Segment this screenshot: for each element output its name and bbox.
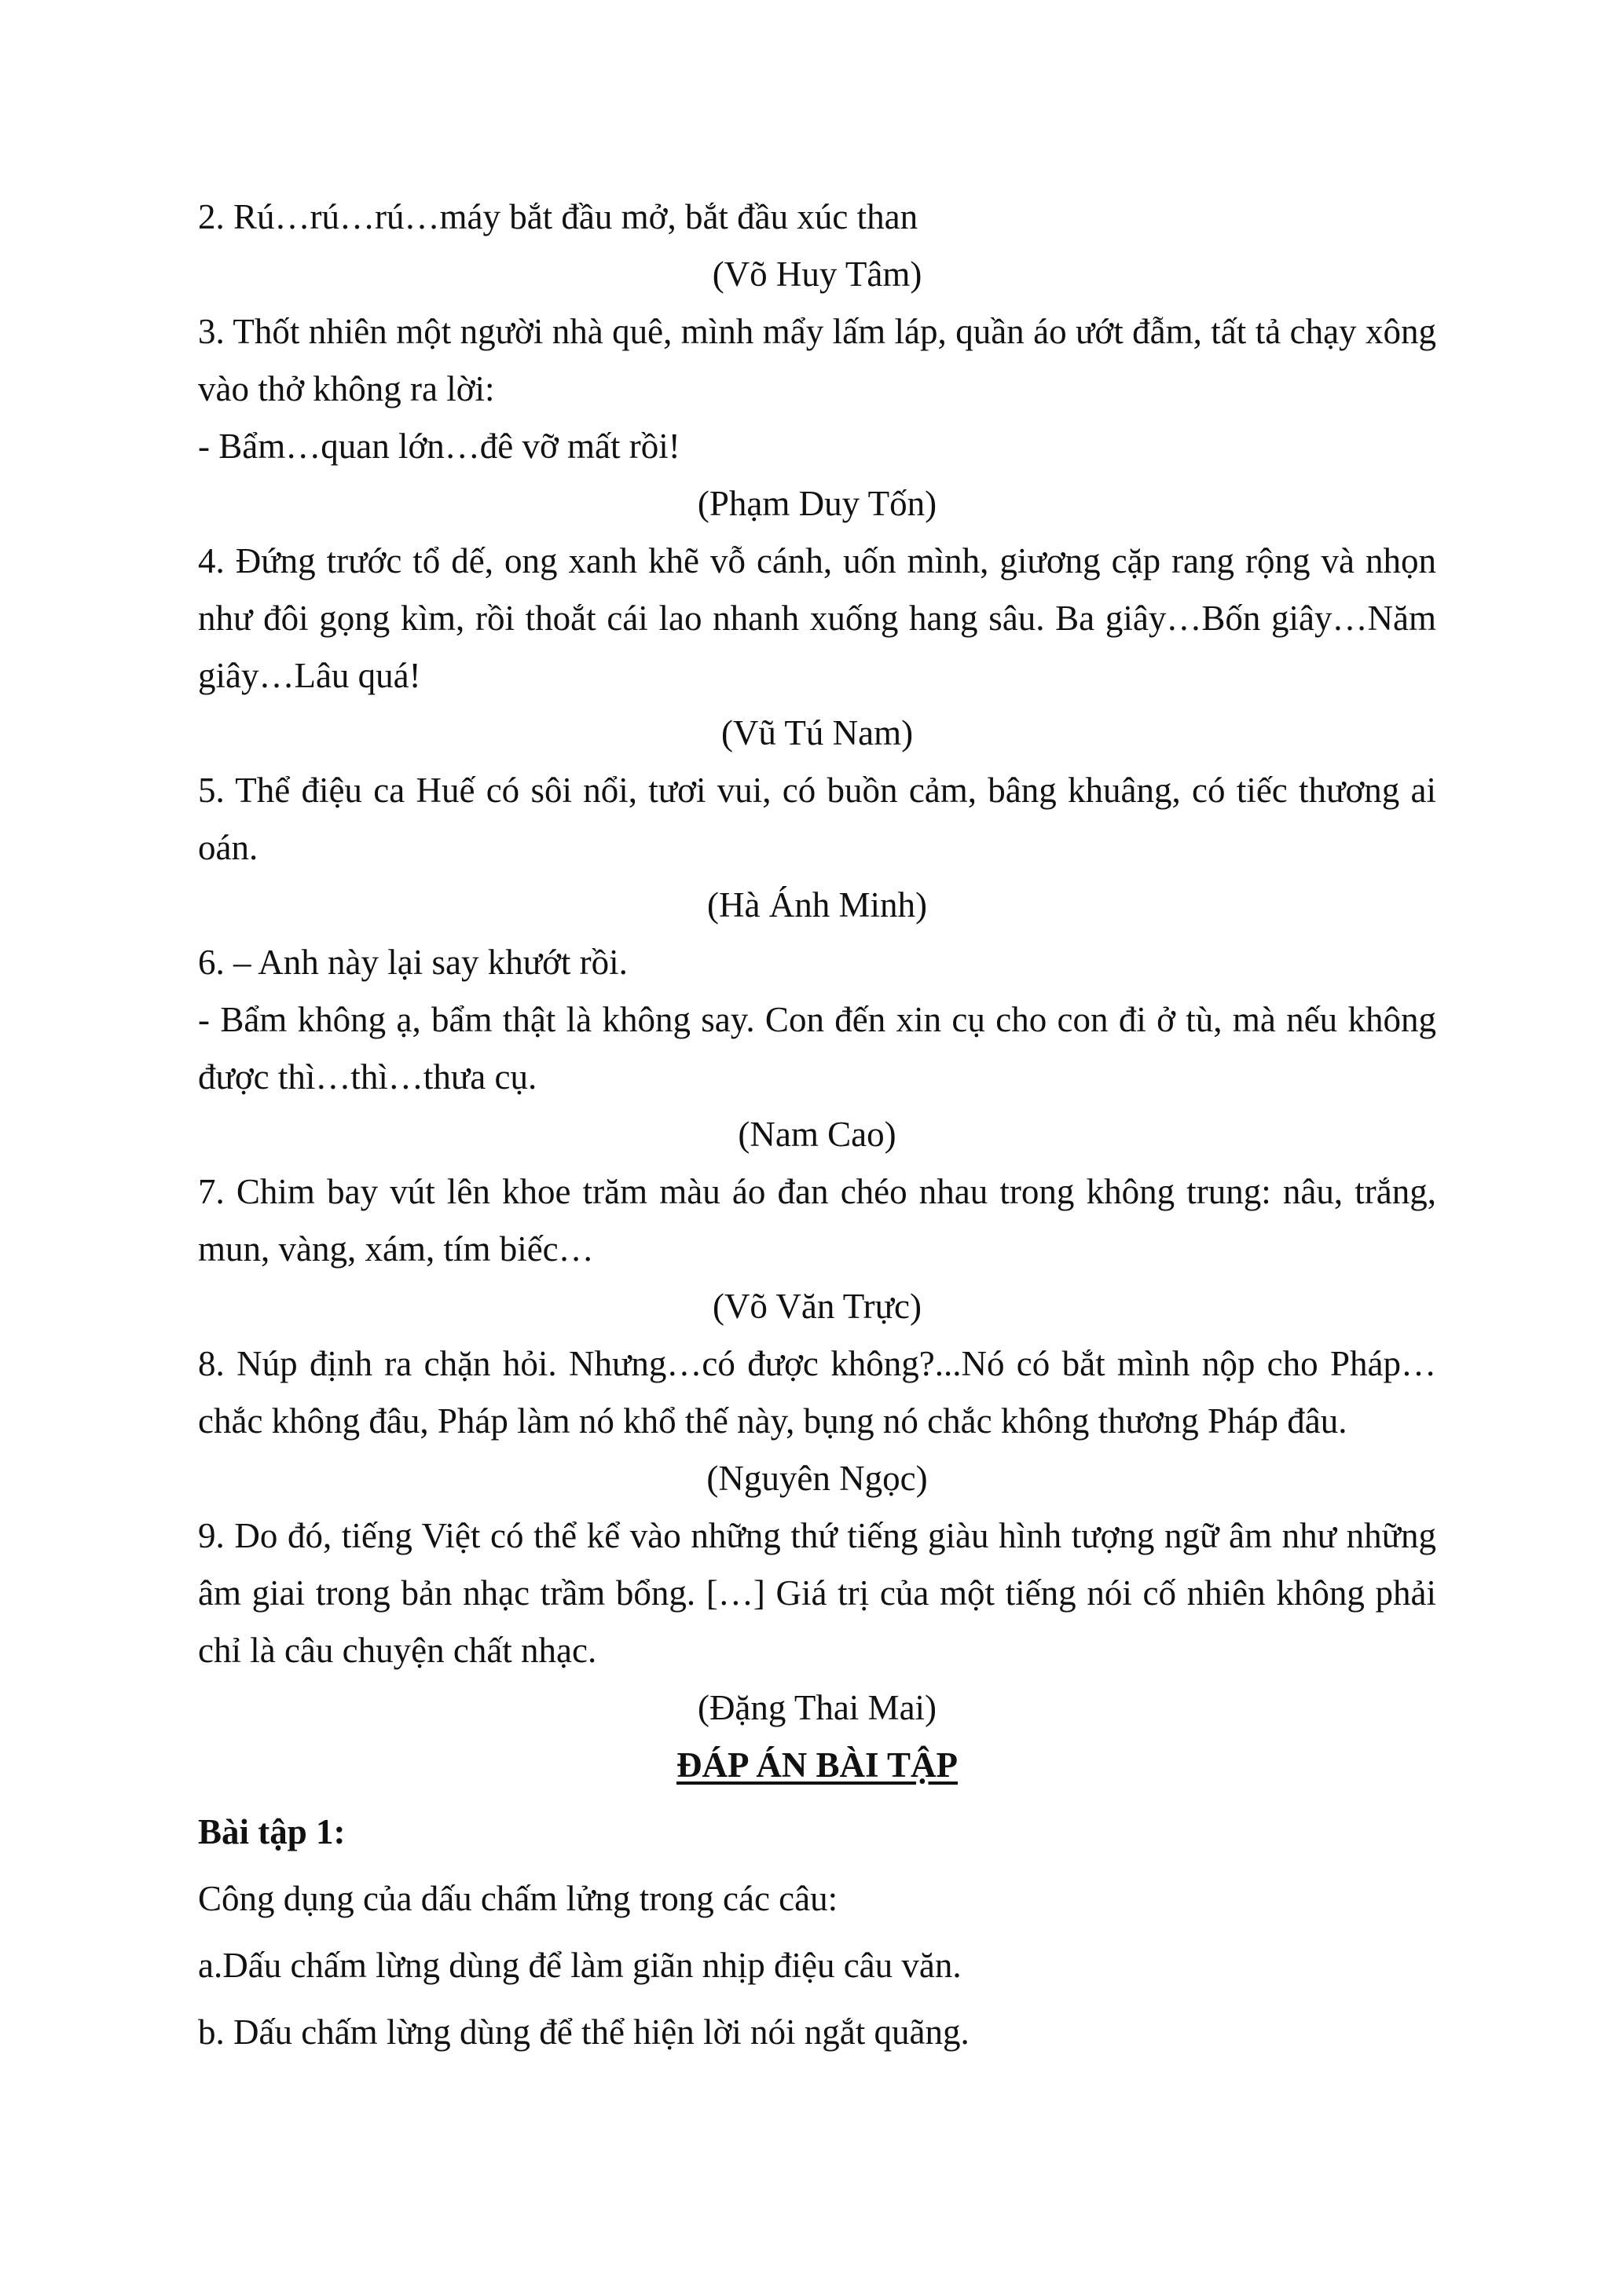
example-5-author: (Hà Ánh Minh): [707, 885, 927, 925]
answer-heading: ĐÁP ÁN BÀI TẬP: [676, 1745, 958, 1785]
example-9-author: (Đặng Thai Mai): [697, 1688, 937, 1727]
example-2-text: 2. Rú…rú…rú…máy bắt đầu mở, bắt đầu xúc than: [198, 197, 918, 236]
example-6-text: 6. – Anh này lại say khướt rồi.: [198, 943, 628, 982]
example-3-text: 3. Thốt nhiên một người nhà quê, mình mẩy lấm láp, quần áo ướt đẫm, tất tả chạy xông vào thở không ra lời:: [198, 312, 1436, 408]
example-7-text: 7. Chim bay vút lên khoe trăm màu áo đan chéo nhau trong không trung: nâu, trắng, mun, vàng, xám, tím biếc…: [198, 1172, 1436, 1269]
answer-intro: Công dụng của dấu chấm lửng trong các câu:: [198, 1879, 838, 1918]
example-9-text: 9. Do đó, tiếng Việt có thể kể vào những thứ tiếng giàu hình tượng ngữ âm như những âm giai trong bản nhạc trầm bổng. […] Giá trị của một tiếng nói cố nhiên không phải chỉ là câu chuyện chất nhạc.: [198, 1516, 1436, 1670]
example-3-author: (Phạm Duy Tốn): [697, 484, 937, 523]
example-5-text: 5. Thể điệu ca Huế có sôi nổi, tươi vui, có buồn cảm, bâng khuâng, có tiếc thương ai oán.: [198, 771, 1436, 867]
example-6-dialogue: - Bẩm không ạ, bẩm thật là không say. Con đến xin cụ cho con đi ở tù, mà nếu không được thì…thì…thưa cụ.: [198, 1000, 1436, 1097]
example-8-text: 8. Núp định ra chặn hỏi. Nhưng…có được không?...Nó có bắt mình nộp cho Pháp…chắc không đâu, Pháp làm nó khổ thế này, bụng nó chắc không thương Pháp đâu.: [198, 1344, 1436, 1441]
document-body: [198, 189, 1436, 2061]
example-8-author: (Nguyên Ngọc): [706, 1459, 928, 1498]
answer-a: a.Dấu chấm lừng dùng để làm giãn nhịp điệu câu văn.: [198, 1946, 962, 1985]
example-6-author: (Nam Cao): [738, 1115, 896, 1154]
example-2-author: (Võ Huy Tâm): [712, 255, 922, 294]
example-4-author: (Vũ Tú Nam): [720, 713, 914, 753]
answer-b: b. Dấu chấm lừng dùng để thể hiện lời nói ngắt quãng.: [198, 2012, 970, 2052]
example-4-text: 4. Đứng trước tổ dế, ong xanh khẽ vỗ cánh, uốn mình, giương cặp rang rộng và nhọn như đôi gọng kìm, rồi thoắt cái lao nhanh xuống hang sâu. Ba giây…Bốn giây…Năm giây…Lâu quá!: [198, 541, 1436, 695]
example-3-dialogue: - Bẩm…quan lớn…đê vỡ mất rồi!: [198, 427, 680, 466]
example-7-author: (Võ Văn Trực): [712, 1287, 922, 1326]
exercise-title: Bài tập 1:: [198, 1812, 346, 1851]
